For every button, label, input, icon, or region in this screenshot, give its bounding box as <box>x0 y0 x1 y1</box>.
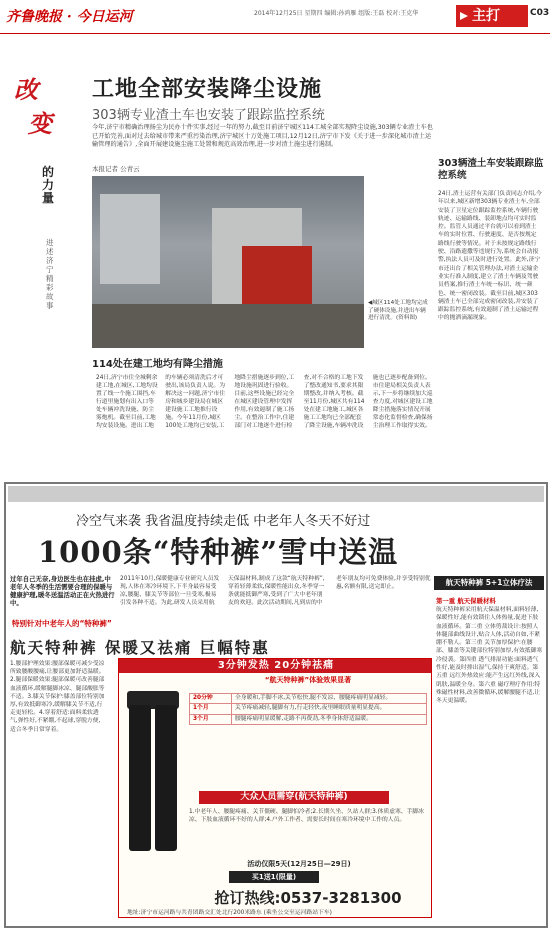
table-row <box>190 694 427 704</box>
table-cell-text: 全身暖和,手脚不冰,关节松快,腿不发凉、腰腿疼痛明显减轻。 <box>232 694 427 704</box>
store-address: 地址:济宁市运河路与共青团路交汇处北行200米路东 (乘坐公交至运河路站下车) <box>127 910 332 916</box>
table-cell-text: 关节疼痛减轻,腿脚有力,行走轻快,夜里睡眠质量明显提高。 <box>232 704 427 714</box>
ad-intro-body: 2011年10月,保暖健康专业研究人员发现,人体在寒冷环境下,下半身最容易受凉,腰腿、膝关节等部位一旦受寒,极易引发各种不适。为此,研发人员采用航天保温材料,制成了这款“航天特种裤”,穿着轻薄柔软,保暖性能出众,冬季穿一条就能抵御严寒,受到了广大中老年朋友的欢迎。此次活动期间,凡到店的中老年朋友均可免费体验,并享受特别优惠,名额有限,送完即止。 <box>120 576 431 606</box>
ad-headline: 1000条“特种裤”雪中送温 <box>38 535 399 569</box>
ad-red-subhead: 特别针对中老年人的“特种裤” <box>12 619 112 628</box>
article-title: 工地全部安装降尘设施 <box>92 77 323 102</box>
series-tagline: 进述济宁精彩故事 <box>46 238 54 310</box>
table-cell-time: 20分钟 <box>190 694 232 704</box>
construction-site-photo <box>92 176 364 348</box>
effect-table <box>189 693 427 725</box>
pants-image <box>127 683 179 851</box>
series-char-1: 改 <box>14 75 38 104</box>
article-lead: 今年,济宁市精确治理扬尘为民办十件实事,经过一年的努力,截至目前济宁城区114工城全部实现降尘设施,303辆专业渣土车也已开始完善,面对过去给城市带来严重污染治理,济宁城区十万处施工项目,12月12日,济宁市下发《关于进一步深化城市渣土运输管理的通告》,全面开展建设施尘施工处置和规范高效治理,进一步对渣土施尘进行遏制。 <box>92 124 433 148</box>
product-table-head: “航天特种裤”体验效果显著 <box>264 676 352 684</box>
ad-slogan: 航天特种裤 保暖又祛痛 巨幅特惠 <box>10 639 270 657</box>
photo-building <box>100 194 160 284</box>
photo-ground <box>92 304 364 348</box>
article-byline: 本报记者 公青云 <box>92 165 140 173</box>
page-number: C03 <box>530 8 550 18</box>
product-bar-2: 大众人员需穿(航天特种裤) <box>199 791 389 804</box>
product-info: 1.中老年人、腰腿疼痛、关节僵硬、腿脚怕冷者;2.长期久坐、久站人群;3.体质虚寒、手脚冰凉、下肢血液循环不好的人群;4.户外工作者、需要长时间在寒冷环境中工作的人员。 <box>189 809 424 823</box>
product-bar: 3分钟发热 20分钟祛痛 <box>119 659 432 673</box>
page-header <box>0 0 550 34</box>
promo-date: 活动仅限5天(12月25日—29日) <box>247 860 351 868</box>
promo-badge: 买1送1(限量) <box>229 871 319 883</box>
photo-caption: ◀城区114处工地均完成了硬体设施,并进出车辆进行清洗。(资料图) <box>368 300 428 321</box>
ad-intro-head: 过年自己无奈,身边医生也在挂虑,中老年人冬季的生活需要合理的保暖与健康护理,暖冬送温活动正在火热进行中。 <box>10 575 115 607</box>
header-info: 2014年12月25日 星期四 编辑:孙鸿雁 组版:王磊 校对:王克华 <box>254 10 419 17</box>
product-box <box>118 658 432 918</box>
ad-top-band <box>8 486 544 502</box>
series-sidebar <box>10 42 54 402</box>
table-cell-time: 1个月 <box>190 704 232 714</box>
right-body: 航天特种裤采用航天保温材料,面料轻薄,保暖性好,能有效锁住人体热量,促进下肢血液循环。第二重 立体剪裁设计:按照人体腿部曲线设计,贴合人体,活动自如,不紧绷不勒人。第三重 关节加厚保护:在腰部、膝盖等关键部位特别加厚,有效抵御寒冷侵袭。第四重 透气排湿功能:面料透气性好,能及时排出湿气,保持干爽舒适。第五重 远红外热效应:能产生远红外线,深入肌肤,温暖全身。第六重 磁疗理疗作用:特殊磁性材料,改善微循环,缓解腰腿不适,让冬天更温暖。 <box>436 607 543 705</box>
section-heading: 114处在建工地均有降尘措施 <box>92 359 223 370</box>
series-subtitle: 的力量 <box>42 165 55 205</box>
section-tag: 主打 <box>456 5 528 27</box>
hotline: 抢订热线:0537-3281300 <box>214 889 402 907</box>
table-cell-time: 3个月 <box>190 714 232 724</box>
newspaper-logo: 齐鲁晚报 · 今日运河 <box>6 9 133 25</box>
table-row <box>190 714 427 724</box>
series-char-2: 变 <box>28 109 52 138</box>
right-subhead: 第一重 航天保暖材料 <box>436 597 496 605</box>
table-cell-text: 腰腿疼痛明显缓解,走路不再费劲,冬季身体舒适温暖。 <box>232 714 427 724</box>
table-row <box>190 704 427 714</box>
sidebar-article-title: 303辆渣土车安装跟踪监控系统 <box>438 158 544 181</box>
pants-right-leg <box>155 705 177 851</box>
ad-left-body: 1.腰部护理效果:腰部保暖可减少受凉所致腰酸腰痛,让腰部更加舒适温暖。2.腿部保暖效果:腿部保暖可改善腿部血液循环,缓解腿脚冰凉、腿部酸胀等不适。3.膝关节保护:膝盖部位特别加厚,有效抵御寒冷,缓解膝关节不适,行走更轻松。4.穿着舒适:面料柔软透气,弹性好,不紧绷,不起球,穿脱方便,适合冬季日常穿着。 <box>10 661 105 733</box>
article-body: 24日,济宁市住全城剩余建工地,在城区,工地均设置了线一个施工围挡,车行道里施划有出入口等处车辆冲洗设施、防尘雾炮机。截至目前,工地均安装设施。进出工地的车辆必须清洗后才可驶出,该局负责人说。为解决这一问题,济宁市住房和城乡建设局在城区建设施工工地推行设施。今年11月份,城区100处工地均已安装,工地降尘措施逐步到位,工地设施巩固进行验收。目前,这些设施已经完全在城区建设管理中发挥作用,有效遏制了施工扬尘。在整治工作中,住建部门对工地逐个进行检查,对不合格的工地下发了整改通知书,要求其限期整改,并纳入考核。截至11月份,城区共有114处在建工地施工,城区各施工工地均已全部配套了降尘设施,车辆冲洗设施也已逐步配备到位。市住建局相关负责人表示,下一步将继续加大巡查力度,对城区建设工地降尘措施落实情况开展常态化监督检查,确保扬尘治理工作取得实效。 <box>96 375 433 429</box>
article-subtitle: 303辆专业渣土车也安装了跟踪监控系统 <box>92 108 325 123</box>
right-tab: 航天特种裤 5+1立体疗法 <box>434 576 544 590</box>
ad-topline: 冷空气来袭 我省温度持续走低 中老年人冬天不好过 <box>76 514 371 529</box>
pants-left-leg <box>129 705 151 851</box>
sidebar-article-body: 24日,渣土运营有关部门负责同志介绍,今年以来,城区新增303辆专业渣土车,全部安装了卫星定位跟踪监控系统,车辆行驶轨迹、运输路线、装卸地点均可实时监控。监管人员通过平台就可以看到渣土车的实时位置、行驶速度、是否按规定路线行驶等情况。对于未按规定路线行驶、沿路遗撒等违规行为,系统会自动报警,执法人员可及时进行处置。此外,济宁市还出台了相关管理办法,对渣土运输企业实行准入制度,建立了渣土车辆及驾驶员档案,推行渣土车统一标识、统一颜色、统一密闭改装。截至目前,城区303辆渣土车已全部完成密闭改装,并安装了跟踪监控系统,有效遏制了渣土运输过程中的抛洒滴漏现象。 <box>438 191 542 322</box>
